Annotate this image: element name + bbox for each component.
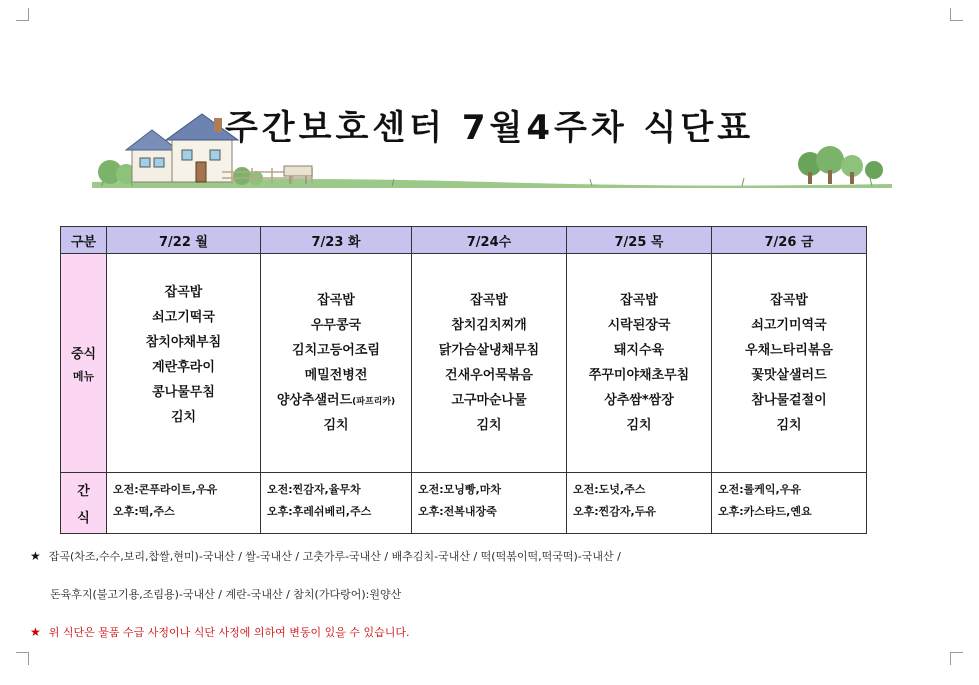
day-header-tue: 7/23 화 — [261, 227, 412, 254]
snack-pm: 오후:카스타드,옌요 — [718, 505, 812, 518]
origin-note-line-2 — [50, 586, 401, 602]
warning-text: 위 식단은 물품 수급 사정이나 식단 사정에 의하여 변동이 있을 수 있습니다. — [48, 626, 410, 639]
menu-item: 김치 — [626, 418, 652, 433]
snack-am: 오전:모닝빵,마차 — [418, 483, 501, 496]
day-header-wed: 7/24수 — [412, 227, 567, 254]
menu-item: 잡곡밥 — [470, 293, 508, 308]
menu-item: 쭈꾸미야채초무침 — [588, 368, 690, 383]
snack-pm: 오후:떡,주스 — [113, 505, 175, 518]
menu-item: 잡곡밥 — [317, 293, 355, 308]
menu-item: 김치 — [170, 410, 197, 425]
menu-item: 돼지수육 — [613, 343, 665, 358]
star-icon: ★ — [30, 625, 41, 639]
lunch-cell-fri — [712, 254, 867, 473]
snack-pm: 오후:후레쉬베리,주스 — [267, 505, 372, 518]
snack-cell-wed — [412, 473, 567, 534]
snack-am: 오전:찐감자,율무차 — [267, 483, 361, 496]
menu-item: 잡곡밥 — [770, 293, 808, 308]
snack-pm: 오후:찐감자,두유 — [573, 505, 656, 518]
crop-mark-top-right — [950, 8, 963, 21]
menu-item: 콩나물무침 — [152, 385, 215, 400]
snack-cell-mon — [107, 473, 261, 534]
menu-item: 시락된장국 — [607, 318, 671, 333]
day-header-thu: 7/25 목 — [567, 227, 712, 254]
menu-item: 상추쌈*쌈장 — [604, 393, 674, 408]
menu-item: 쇠고기미역국 — [751, 318, 827, 333]
day-header-fri: 7/26 금 — [712, 227, 867, 254]
snack-pm: 오후:전복내장죽 — [418, 505, 497, 518]
origin-text-2: 돈육후지(불고기용,조림용)-국내산 / 계란-국내산 / 참치(가다랑어):원양산 — [50, 588, 402, 601]
menu-item — [261, 388, 411, 413]
page-title: 주간보호센터 7월4주차 식단표 — [224, 108, 755, 148]
lunch-cell-tue — [261, 254, 412, 473]
snack-am: 오전:콘푸라이트,우유 — [113, 483, 218, 496]
menu-item: 고구마순나물 — [451, 393, 527, 408]
menu-item: 꽃맛살샐러드 — [751, 368, 827, 383]
lunch-cell-wed — [412, 254, 567, 473]
menu-item: 참나물겉절이 — [751, 393, 827, 408]
snack-am: 오전:롤케익,우유 — [718, 483, 801, 496]
crop-mark-top-left — [16, 8, 29, 21]
snack-label-a: 간 — [77, 484, 90, 499]
menu-item: 쇠고기떡국 — [152, 310, 215, 325]
menu-item: 닭가슴살냉채무침 — [438, 343, 540, 358]
snack-row-label — [61, 473, 107, 534]
menu-item: 참치김치찌개 — [451, 318, 527, 333]
menu-item: 잡곡밥 — [620, 293, 658, 308]
crop-mark-bottom-right — [950, 652, 963, 665]
warning-note — [30, 624, 410, 640]
menu-item: 건새우어묵볶음 — [445, 368, 533, 383]
snack-cell-tue — [261, 473, 412, 534]
snack-cell-thu — [567, 473, 712, 534]
snack-cell-fri — [712, 473, 867, 534]
origin-text-1: 잡곡(차조,수수,보리,찹쌀,현미)-국내산 / 쌀-국내산 / 고춧가루-국내산 / 배추김치-국내산 / 떡(떡볶이떡,떡국떡)-국내산 / — [48, 550, 621, 563]
menu-item: 우무콩국 — [310, 318, 362, 333]
weekly-menu-table — [60, 226, 867, 534]
lunch-row-label — [61, 254, 107, 473]
menu-item-text: 양상추샐러드 — [276, 393, 353, 408]
lunch-row — [61, 254, 867, 473]
crop-mark-bottom-left — [16, 652, 29, 665]
menu-item: 메밀전병전 — [304, 368, 368, 383]
menu-item: 김치 — [323, 418, 349, 433]
snack-am: 오전:도넛,주스 — [573, 483, 646, 496]
header-row — [61, 227, 867, 254]
menu-item: 김치고등어조림 — [292, 343, 380, 358]
corner-header: 구분 — [61, 227, 107, 254]
day-header-mon: 7/22 월 — [107, 227, 261, 254]
menu-item: 참치야채부침 — [145, 335, 222, 350]
snack-label-b: 식 — [77, 511, 90, 526]
menu-item: 우채느타리볶음 — [745, 343, 833, 358]
menu-item: 계란후라이 — [152, 360, 215, 375]
menu-item: 잡곡밥 — [164, 285, 203, 300]
menu-item: 김치 — [476, 418, 502, 433]
star-icon: ★ — [30, 549, 41, 563]
lunch-label-b: 메뉴 — [72, 369, 95, 383]
lunch-cell-thu — [567, 254, 712, 473]
lunch-label-a: 중식 — [70, 346, 97, 362]
menu-item-note: (파프리카) — [352, 397, 396, 407]
origin-note-line-1 — [30, 548, 621, 564]
menu-item: 김치 — [776, 418, 802, 433]
lunch-cell-mon — [107, 254, 261, 473]
snack-row — [61, 473, 867, 534]
